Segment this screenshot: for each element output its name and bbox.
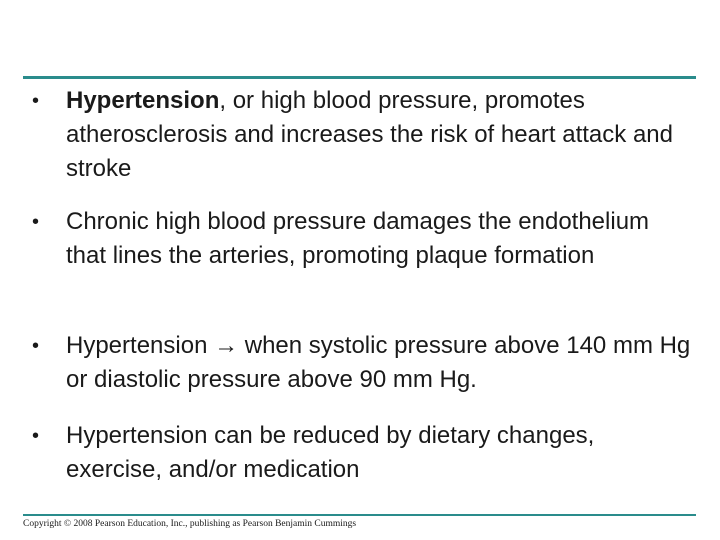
bullet-term: Hypertension xyxy=(66,87,220,114)
bullet-text-4: Hypertension can be reduced by dietary changes, exercise, and/or medication xyxy=(66,422,595,483)
bullet-text-2: Chronic high blood pressure damages the endothelium that lines the arteries, promoting plaque formation xyxy=(66,208,650,269)
bullet-body: , or high blood pressure, promotes atherosclerosis and increases the risk of heart attack and stroke xyxy=(66,87,673,182)
bullet-dot-icon: • xyxy=(32,90,40,112)
bullet-item-1 xyxy=(32,84,692,186)
bullet-text-1 xyxy=(66,84,692,186)
bullet-item-4 xyxy=(32,419,692,487)
bullet-dot-icon: • xyxy=(32,211,40,233)
bullet-item-3 xyxy=(32,329,692,397)
bullet-dot-icon: • xyxy=(32,425,40,447)
bullet-item-2 xyxy=(32,205,692,273)
bottom-divider xyxy=(23,514,696,516)
copyright-footer: Copyright © 2008 Pearson Education, Inc., publishing as Pearson Benjamin Cummings xyxy=(23,519,357,529)
bullet-text-3: Hypertension → when systolic pressure above 140 mm Hg or diastolic pressure above 90 mm Hg. xyxy=(66,332,691,393)
bullet-dot-icon: • xyxy=(32,335,40,357)
top-divider xyxy=(23,76,696,79)
